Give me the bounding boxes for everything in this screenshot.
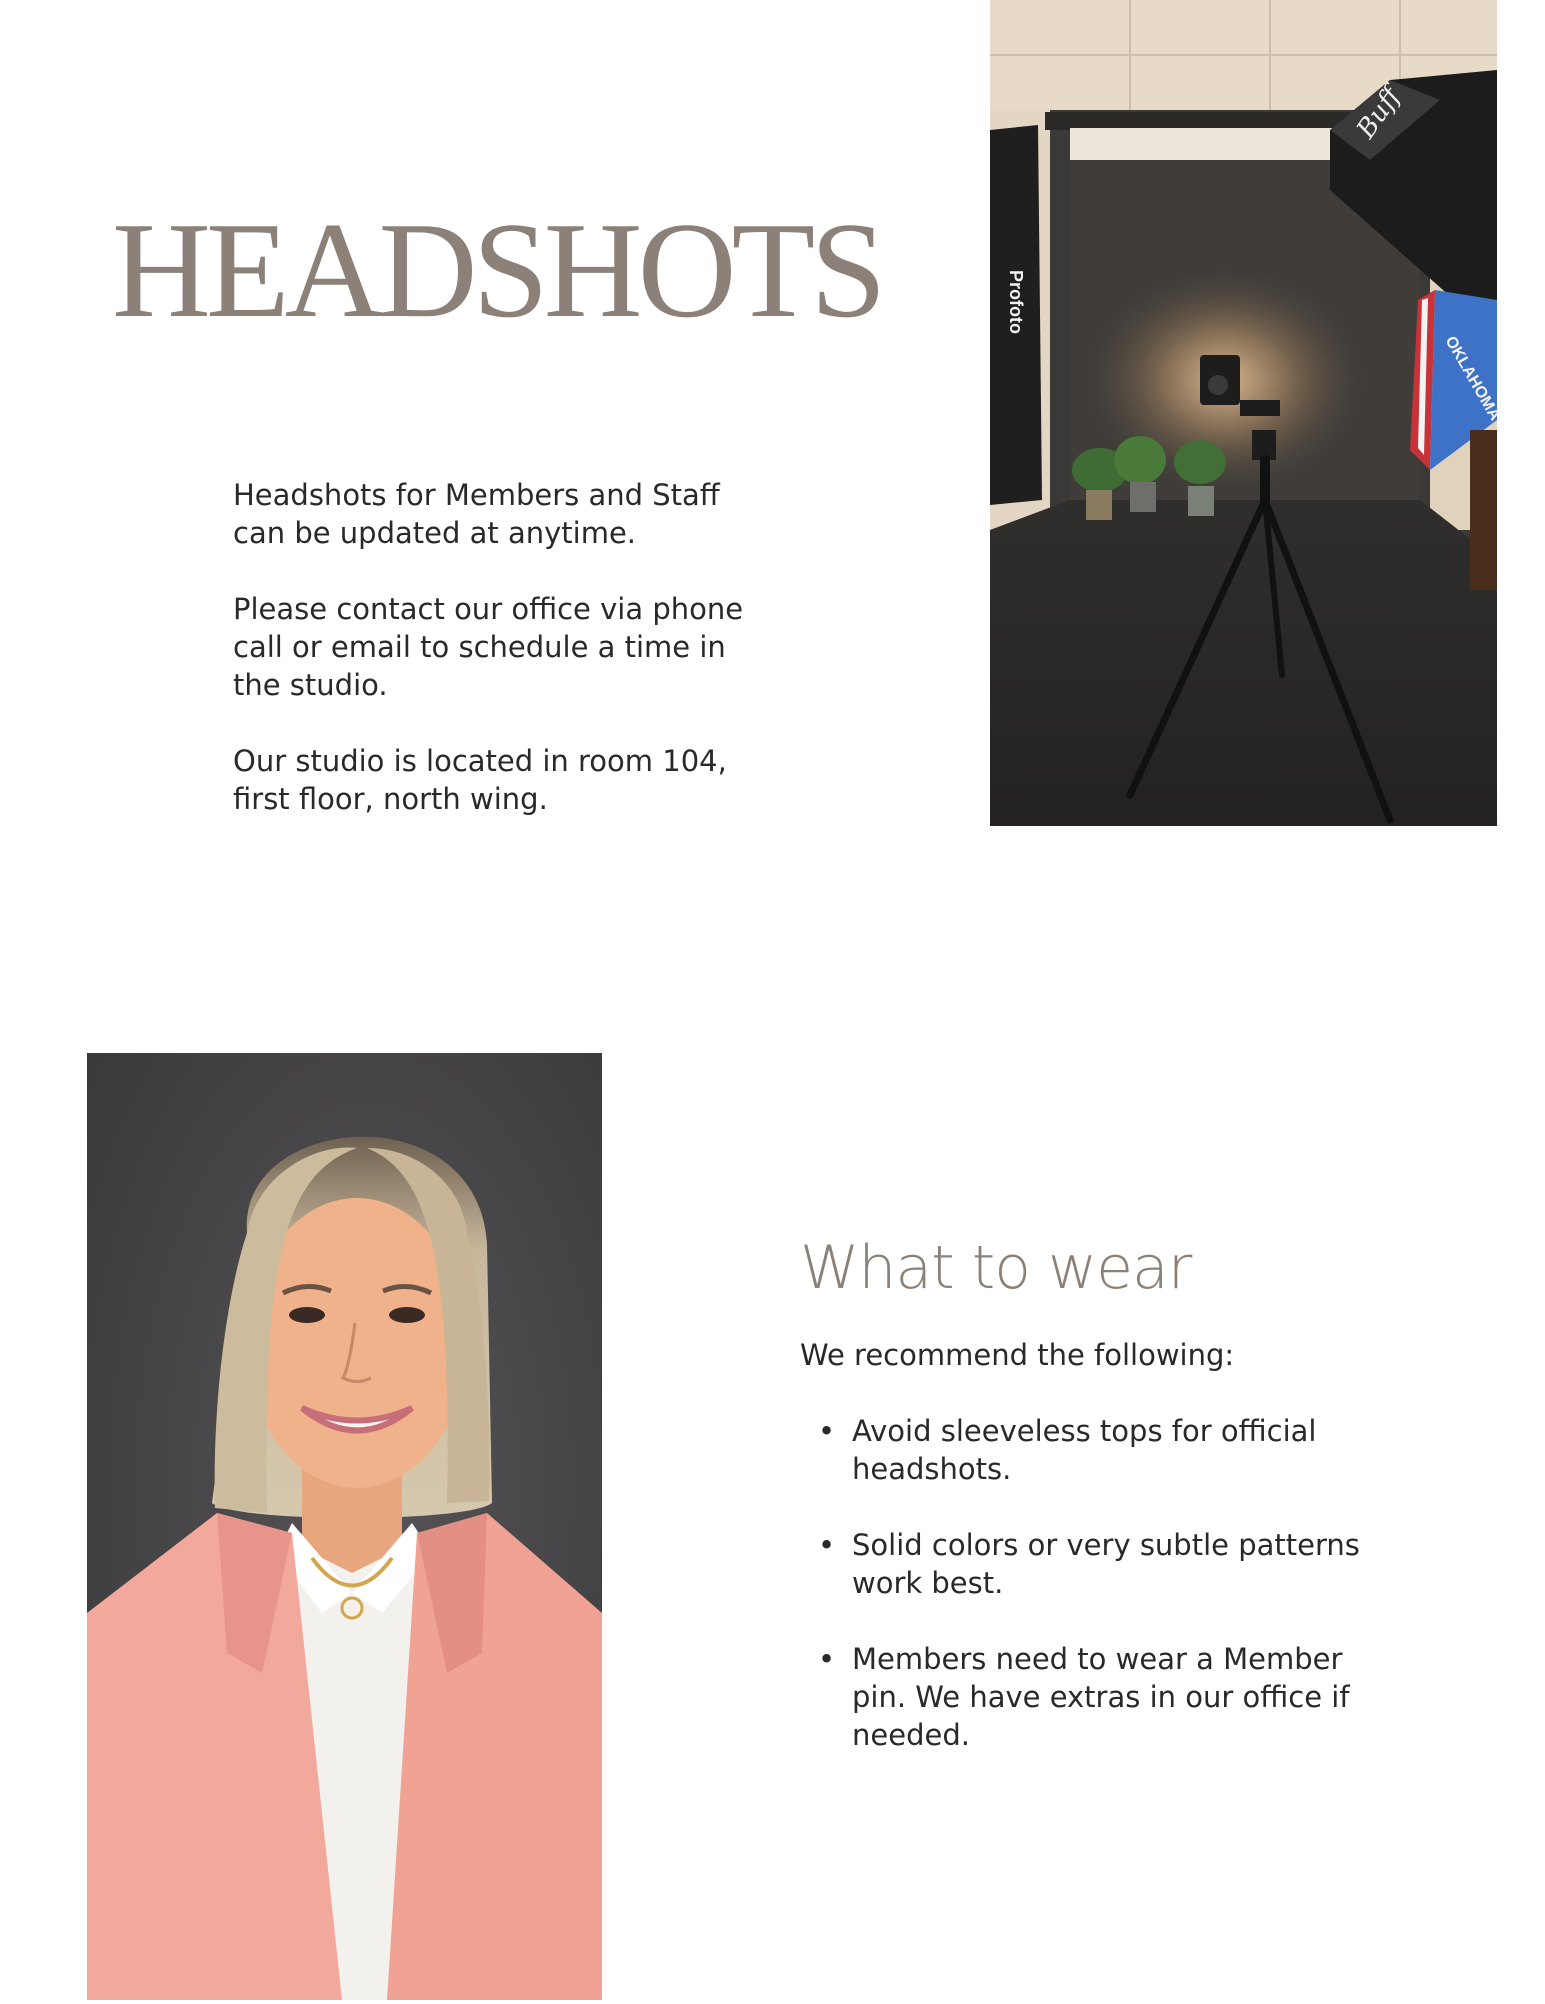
bullet-1: •: [818, 1414, 836, 1448]
list-item-text-1: Avoid sleeveless tops for official headshots.: [852, 1414, 1317, 1486]
blazer-right: [387, 1513, 602, 2000]
portrait-illustration: [87, 1053, 602, 2000]
what-to-wear-heading: What to wear: [800, 1233, 1192, 1303]
portrait-photo: [87, 1053, 602, 2000]
bullet-2: •: [818, 1528, 836, 1562]
intro-paragraph-1: Headshots for Members and Staff can be updated at anytime.: [233, 478, 720, 550]
what-to-wear-list: [800, 1412, 1400, 1792]
intro-text: [233, 476, 753, 856]
page-title: HEADSHOTS: [112, 194, 882, 346]
softbox-left: [990, 125, 1042, 505]
list-item-text-2: Solid colors or very subtle patterns work best.: [852, 1528, 1360, 1600]
list-item: [800, 1412, 1400, 1488]
softbox-right-label: Buff: [1351, 82, 1407, 145]
plants: [1072, 436, 1226, 520]
studio-photo: [990, 0, 1504, 826]
softbox-left-label: Profoto: [1006, 270, 1026, 334]
bullet-3: •: [818, 1642, 836, 1676]
list-item: [800, 1640, 1400, 1754]
intro-paragraph-3: Our studio is located in room 104, first floor, north wing.: [233, 744, 727, 816]
what-to-wear-intro: We recommend the following:: [800, 1338, 1235, 1372]
list-item: [800, 1526, 1400, 1602]
flag-label: OKLAHOMA: [1441, 333, 1504, 424]
intro-paragraph-2: Please contact our office via phone call or email to schedule a time in the studio.: [233, 592, 744, 702]
list-item-text-3: Members need to wear a Member pin. We have extras in our office if needed.: [852, 1642, 1350, 1752]
studio-illustration: [990, 0, 1504, 826]
